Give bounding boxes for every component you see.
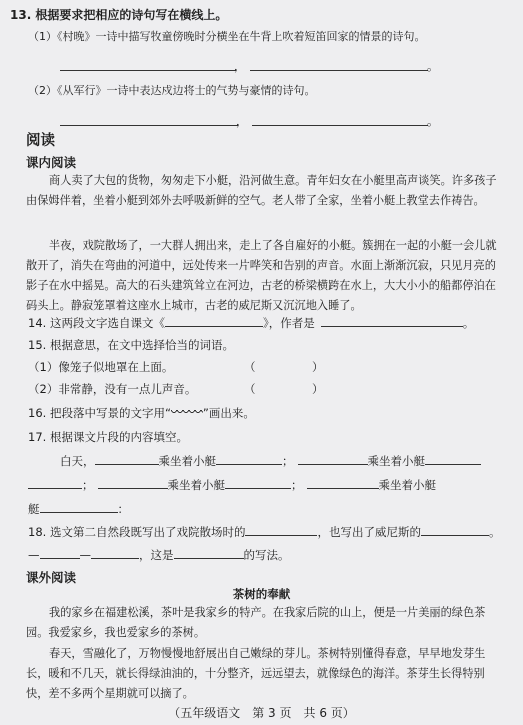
q14-text-c: 。 [462,316,475,330]
q14-text-a: 14. 这两段文字选自课文《 [28,316,165,330]
q17-blank-9[interactable] [40,500,118,513]
answer-line-13-1b[interactable] [250,70,428,71]
q18-text-c: 。 [488,525,501,539]
q17-blank-3[interactable] [298,452,368,465]
q13-sub1: （1）《村晚》一诗中描写牧童傍晚时分横坐在牛背上吹着短笛回家的情景的诗句。 [28,30,426,43]
answer-line-13-2a[interactable] [60,125,238,126]
q14 [28,314,474,331]
q18-line-2 [28,546,290,563]
q17-line-3 [28,500,129,517]
dash: — [79,548,91,562]
q13-sub2: （2）《从军行》一诗中表达戍边将士的气势与豪情的诗句。 [28,84,316,97]
answer-line-13-2b[interactable] [252,125,428,126]
q17-blank-1[interactable] [95,452,159,465]
page-footer: （五年级语文 第 3 页 共 6 页） [168,706,355,720]
dash: — [28,548,40,562]
q17-blank-4[interactable] [425,452,481,465]
extra-reading-heading: 课外阅读 [26,570,77,585]
paren-close: ） [312,360,324,374]
ting-char: 艇 [28,502,40,516]
reading-heading: 阅读 [26,133,55,149]
q18-text-a: 18. 选文第二自然段既写出了戏院散场时的 [28,525,246,539]
passage-paragraph-1: 商人卖了大包的货物，匆匆走下小艇，沿河做生意。青年妇女在小艇里高声谈笑。许多孩子由保姆伴着，坐着小艇到郊外去呼吸新鲜的空气。老人带了全家，坐着小艇上教堂去作祷告。 [26,174,497,207]
q15-item-1: （1）像笼子似地罩在上面。 [28,360,174,374]
paren-close: ） [312,382,324,396]
ride-text: 乘坐着小艇 [367,454,425,468]
q18-line-1 [28,523,500,540]
extra-paragraph-2: 春天，雪融化了，万物慢慢地舒展出自己嫩绿的芽儿。茶树特别懂得春意，早早地发芽生长，暖和不几天，就长得绿油油的，十分整齐，远远望去，就像绿色的海洋。茶芽生长得特别快，差不多两个星期就可以摘了。 [26,647,486,700]
ride-text: 乘坐着小艇 [378,478,436,492]
q18-blank-5[interactable] [174,546,244,559]
passage-title: 茶树的奉献 [232,587,291,601]
q18-text-e: 的写法。 [243,548,290,562]
paren-open: （ [244,382,256,396]
wavy-line-icon [171,410,203,417]
q18-text-b: ，也写出了威尼斯的 [317,525,421,539]
comma: ， [234,59,246,73]
q18-blank-3[interactable] [40,546,80,559]
ride-text: 乘坐着小艇 [158,454,216,468]
semicolon: ； [291,478,303,492]
q17-line-1 [60,452,481,469]
q18-blank-4[interactable] [91,546,139,559]
answer-line-13-1a[interactable] [60,70,236,71]
q15-item-2: （2）非常静，没有一点儿声音。 [28,382,197,396]
q18-text-d: ，这是 [139,548,174,562]
in-class-reading-heading: 课内阅读 [26,155,77,170]
q14-blank-author[interactable] [321,314,463,327]
q18-blank-1[interactable] [245,523,317,536]
q16-text-a: 16. 把段落中写景的文字用“ [28,406,171,420]
q17-title: 17. 根据课文片段的内容填空。 [28,430,188,444]
q17-blank-6[interactable] [98,476,168,489]
colon: ： [117,502,129,516]
q17-blank-8[interactable] [307,476,379,489]
q18-blank-2[interactable] [421,523,489,536]
q14-text-b: 》，作者是 [262,316,315,330]
period: 。 [427,59,439,73]
q13-title: 13. 根据要求把相应的诗句写在横线上。 [10,8,228,22]
q16 [28,405,255,421]
day-label: 白天， [60,454,95,468]
passage-paragraph-2: 半夜，戏院散场了，一大群人拥出来，走上了各自雇好的小艇。簇拥在一起的小艇一会儿就散开了，消失在弯曲的河道中，远处传来一片哗笑和告别的声音。水面上渐渐沉寂，只见月亮的影子在水中摇晃。高大的石头建筑耸立在河边，古老的桥梁横跨在水上，大大小小的船都停泊在码头上。静寂笼罩着这座水上城市，古老的威尼斯又沉沉地入睡了。 [26,239,497,312]
paren-open: （ [244,360,256,374]
semicolon: ； [82,478,94,492]
q14-blank-title[interactable] [165,314,263,327]
q15-title: 15. 根据意思，在文中选择恰当的词语。 [28,338,234,352]
comma: ， [236,114,248,128]
q17-blank-2[interactable] [216,452,282,465]
period: 。 [427,114,439,128]
q16-text-b: ”画出来。 [202,406,255,420]
q17-line-2 [28,476,436,493]
extra-paragraph-1: 我的家乡在福建松溪，茶叶是我家乡的特产。在我家后院的山上，便是一片美丽的绿色茶园。我爱家乡，我也爱家乡的茶树。 [26,606,486,639]
q17-blank-7[interactable] [225,476,291,489]
ride-text: 乘坐着小艇 [167,478,225,492]
semicolon: ； [282,454,294,468]
q17-blank-5[interactable] [28,476,82,489]
